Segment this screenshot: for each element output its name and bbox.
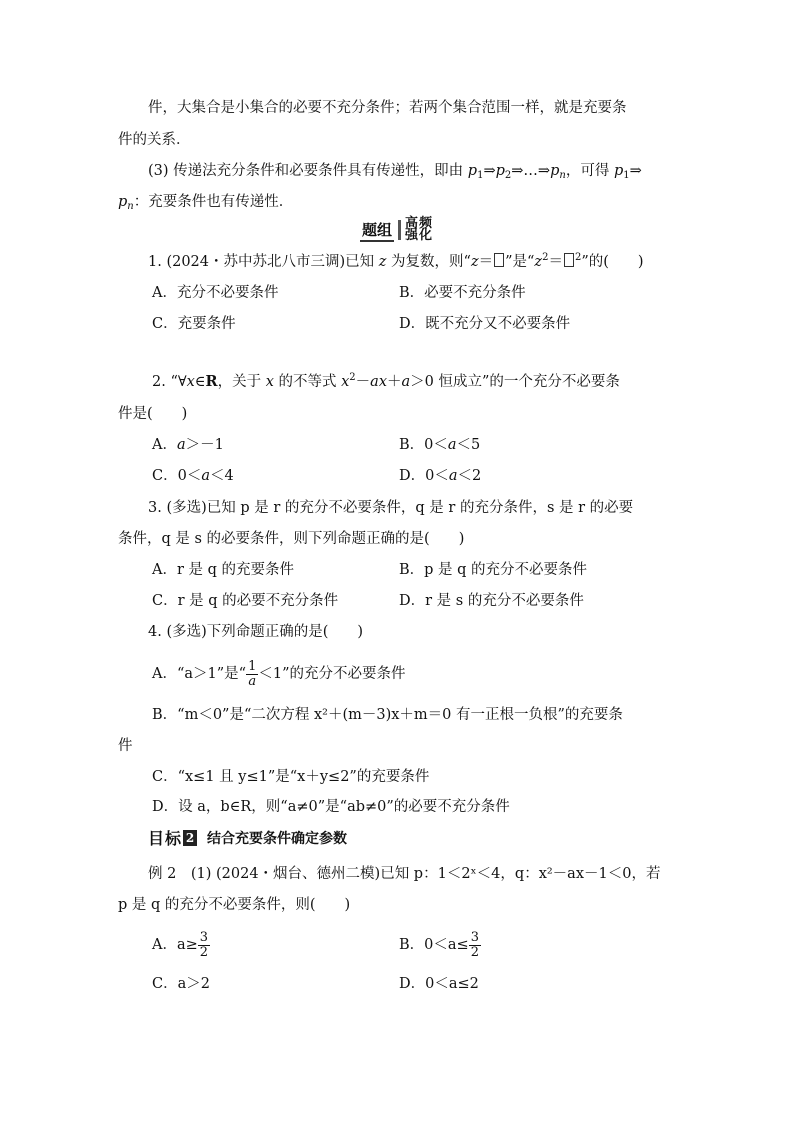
section-header-title: 题组 bbox=[360, 219, 394, 242]
q1-option-c: C．充要条件 bbox=[152, 316, 236, 332]
section-header-divider bbox=[398, 220, 401, 240]
example2-stem: 例 2 (1) (2024・烟台、德州二模)已知 p：1＜2ˣ＜4，q：x²－ax－1＜0，若 bbox=[148, 866, 661, 882]
q2-stem-line-2: 件是( ) bbox=[118, 406, 188, 422]
q1-option-b: B．必要不充分条件 bbox=[399, 285, 526, 301]
fraction: $\frac{3}{2}$ bbox=[470, 929, 479, 960]
target-header bbox=[148, 826, 347, 849]
intro-line-2: 件的关系． bbox=[118, 132, 191, 148]
q3-option-c: C．r 是 q 的必要不充分条件 bbox=[152, 593, 339, 609]
q3-stem: 3. (多选)已知 p 是 r 的充分不必要条件，q 是 r 的充分条件，s 是 r 的必要 bbox=[148, 500, 634, 516]
intro-line-1: 件，大集合是小集合的必要不充分条件；若两个集合范围一样，就是充要条 bbox=[148, 100, 627, 116]
q3-stem-line-2: 条件，q 是 s 的必要条件，则下列命题正确的是( ) bbox=[118, 531, 465, 547]
example2-stem-line-2: p 是 q 的充分不必要条件，则( ) bbox=[118, 897, 351, 913]
intro-line-4-text: ：充要条件也有传递性． bbox=[133, 194, 294, 210]
q1-stem: 1. (2024・苏中苏北八市三调)已知 z 为复数，则“z＝ ”是“$z^2= ^2$”的( ) bbox=[148, 252, 644, 270]
q3-option-b: B．p 是 q 的充分不必要条件 bbox=[399, 562, 588, 578]
q4-option-d: D．设 a，b∈R，则“a≠0”是“ab≠0”的必要不充分条件 bbox=[152, 799, 510, 815]
example2-option-d: D．0＜a≤2 bbox=[399, 976, 479, 992]
target-number-badge: 2 bbox=[183, 830, 197, 846]
intro-line-3-text-b: ，可得 bbox=[565, 163, 614, 179]
fraction: $\frac{1}{a}$ bbox=[248, 658, 257, 689]
target-title: 结合充要条件确定参数 bbox=[207, 830, 348, 847]
fraction: $\frac{3}{2}$ bbox=[199, 929, 209, 960]
missing-glyph-icon bbox=[564, 253, 574, 267]
q3-option-a: A．r 是 q 的充要条件 bbox=[152, 562, 295, 578]
missing-glyph-icon bbox=[494, 253, 504, 267]
q4-stem: 4. (多选)下列命题正确的是( ) bbox=[148, 624, 364, 640]
intro-line-3: (3) 传递法充分条件和必要条件具有传递性，即由 $p_1\Rightarrow p_2\Rightarrow\dots\Rightarrow p_n$，可得 $p_1\Rightarrow$ bbox=[148, 163, 642, 181]
q4-option-a: A．“a＞1”是“ $\frac{1}{a}$ ＜1”的充分不必要条件 bbox=[152, 658, 406, 689]
q2-stem: 2. “∀x∈R，关于 x 的不等式 $x^2-ax+a>0$ 恒成立”的一个充分不必要条 bbox=[152, 372, 620, 390]
q2-option-a: A．a＞－1 bbox=[152, 437, 224, 453]
q3-option-d: D．r 是 s 的充分不必要条件 bbox=[399, 593, 584, 609]
q1-option-a: A．充分不必要条件 bbox=[152, 285, 279, 301]
q2-option-b: B．0＜a＜5 bbox=[399, 437, 481, 453]
section-header-subtitle: 高频 强化 bbox=[405, 216, 434, 243]
q4-option-b: B．“m＜0”是“二次方程 x²＋(m－3)x＋m＝0 有一正根一负根”的充要条 bbox=[152, 707, 623, 723]
target-mark: 目标 bbox=[148, 829, 183, 848]
intro-line-4: $p_n$：充要条件也有传递性． bbox=[118, 194, 294, 212]
example2-option-c: C．a＞2 bbox=[152, 976, 210, 992]
example2-option-b: B．0＜a≤ $\frac{3}{2}$ bbox=[399, 929, 479, 960]
q4-option-b-line-2: 件 bbox=[118, 738, 133, 754]
section-header bbox=[360, 218, 433, 242]
intro-line-3-text-a: (3) 传递法充分条件和必要条件具有传递性，即由 bbox=[148, 163, 468, 179]
q2-option-c: C．0＜a＜4 bbox=[152, 468, 234, 484]
q1-option-d: D．既不充分又不必要条件 bbox=[399, 316, 571, 332]
q4-option-c: C．“x≤1 且 y≤1”是“x＋y≤2”的充要条件 bbox=[152, 769, 430, 785]
example2-option-a: A．a≥ $\frac{3}{2}$ bbox=[152, 929, 209, 960]
q2-option-d: D．0＜a＜2 bbox=[399, 468, 482, 484]
